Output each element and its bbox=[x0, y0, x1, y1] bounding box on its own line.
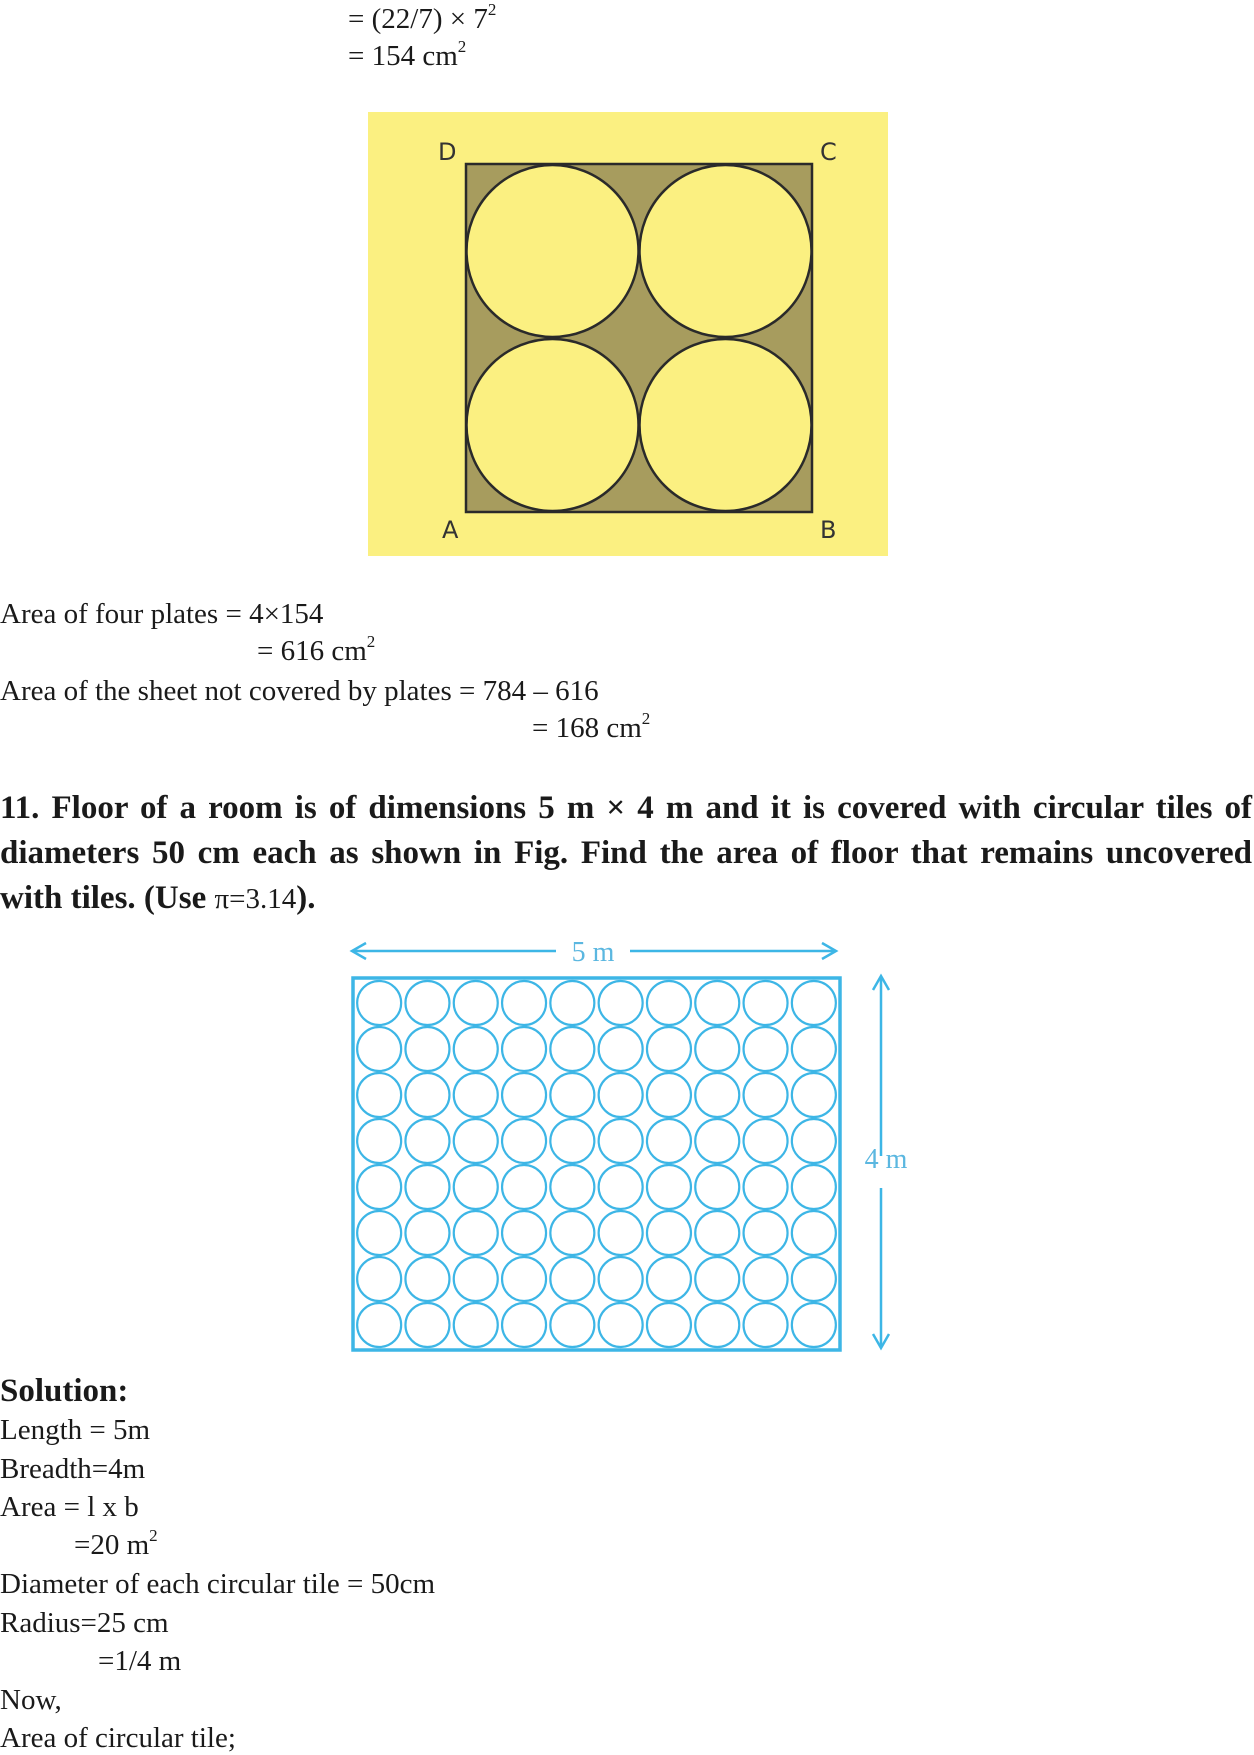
solution-line-length: Length = 5m bbox=[0, 1414, 151, 1446]
exponent: 2 bbox=[149, 1526, 158, 1545]
calc-line-2-text: = 154 cm bbox=[348, 40, 458, 72]
pi-value: π=3.14 bbox=[214, 883, 297, 915]
calc-line-1 bbox=[348, 2, 496, 36]
label-b: B bbox=[820, 516, 837, 544]
solution-line-diameter: Diameter of each circular tile = 50cm bbox=[0, 1568, 436, 1600]
plates-area-line-2 bbox=[257, 634, 375, 668]
floor-tiles-figure bbox=[348, 930, 908, 1350]
exponent: 2 bbox=[487, 0, 497, 19]
solution-line-area-value bbox=[74, 1528, 158, 1562]
label-a: A bbox=[442, 516, 459, 544]
solution-line-radius-m: =1/4 m bbox=[98, 1645, 182, 1677]
question-end: ). bbox=[296, 880, 316, 916]
solution-line-now: Now, bbox=[0, 1684, 62, 1716]
label-c: C bbox=[820, 138, 837, 166]
uncovered-area-line-2 bbox=[532, 711, 650, 745]
solution-line-tile-area: Area of circular tile; bbox=[0, 1722, 236, 1754]
plates-area-line-2-text: = 616 cm bbox=[257, 635, 367, 667]
label-d: D bbox=[438, 138, 457, 166]
calc-line-1-text: = (22/7) × 7 bbox=[348, 3, 488, 35]
area-value-text: =20 m bbox=[74, 1529, 150, 1561]
plate-bottom-right bbox=[640, 339, 812, 511]
height-label: 4 m bbox=[864, 1144, 908, 1175]
exponent: 2 bbox=[457, 37, 467, 56]
solution-line-radius: Radius=25 cm bbox=[0, 1607, 169, 1639]
plates-area-line-1: Area of four plates = 4×154 bbox=[0, 598, 324, 630]
question-11 bbox=[0, 786, 1252, 922]
solution-line-breadth: Breadth=4m bbox=[0, 1453, 146, 1485]
uncovered-area-line-2-text: = 168 cm bbox=[532, 712, 642, 744]
solution-heading: Solution: bbox=[0, 1373, 129, 1409]
plate-top-left bbox=[467, 165, 639, 337]
calc-line-2 bbox=[348, 39, 466, 73]
width-label: 5 m bbox=[571, 937, 615, 968]
question-text: 11. Floor of a room is of dimensions 5 m × 4 m and it is covered with circular tiles of diameters 50 cm each as shown in Fig. Find the area of floor that remains uncovered with tiles. (Use bbox=[0, 790, 1252, 916]
exponent: 2 bbox=[641, 709, 651, 728]
uncovered-area-line-1: Area of the sheet not covered by plates = 784 – 616 bbox=[0, 675, 599, 707]
plate-bottom-left bbox=[467, 339, 639, 511]
solution-line-area: Area = l x b bbox=[0, 1491, 139, 1523]
plate-top-right bbox=[640, 165, 812, 337]
plates-figure bbox=[368, 112, 888, 556]
exponent: 2 bbox=[366, 632, 376, 651]
